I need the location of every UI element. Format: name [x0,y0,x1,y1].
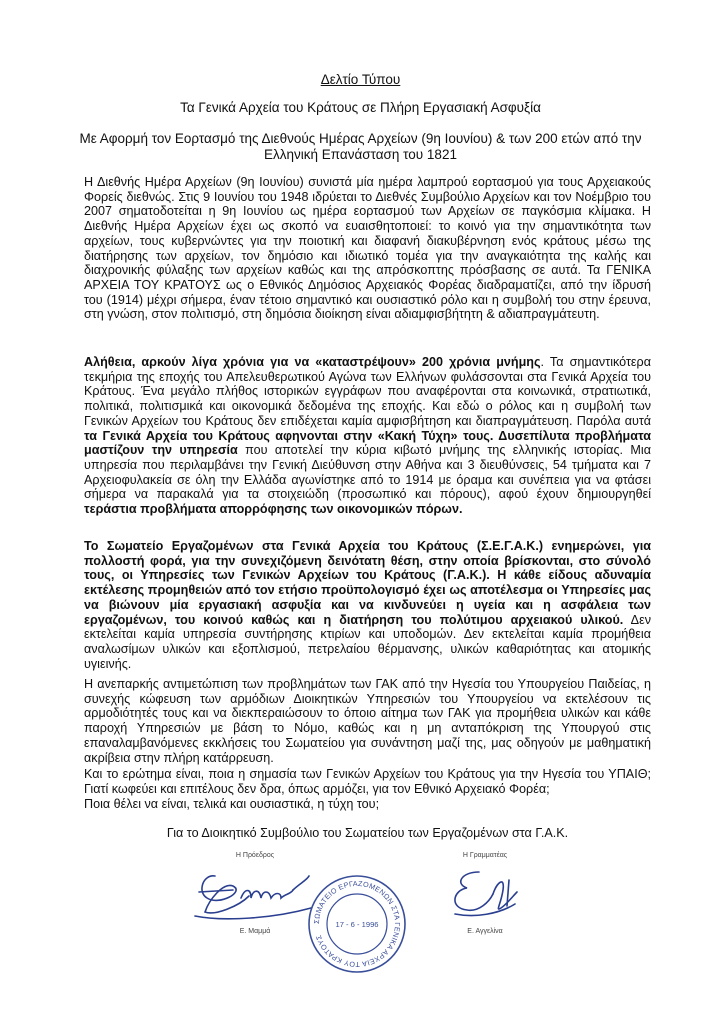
paragraph-final-question: Ποια θέλει να είναι, τελικά και ουσιαστικά, η τύχη του; [84,797,380,811]
signature-block-secretary [415,852,555,935]
paragraph-200-years-bold-1: Αλήθεια, αρκούν λίγα χρόνια για να «καταστρέψουν» 200 χρόνια μνήμης [84,355,541,369]
secretary-role: Η Γραμματέας [462,852,508,859]
paragraph-union-statement-bold: Το Σωματείο Εργαζομένων στα Γενικά Αρχεία του Κράτους (Σ.Ε.Γ.Α.Κ.) ενημερώνει, για πολλοστή φορά, για την συνεχιζόμενη δεινότατη θέση, στην οποία βρίσκονται, στο σύνολό τους, οι Υπηρεσίες των Γενικών Αρχείων του Κράτους (Γ.Α.Κ.). Η κάθε είδους αδυναμία εκτέλεσης προμηθειών από τον ετήσιο προϋπολογισμό έχει ως αποτέλεσμα οι Υπηρεσίες μας να βιώνουν μία εργασιακή ασφυξία και να κινδυνεύει η υγεία και η ασφάλεια των εργαζομένων, του κοινού καθώς και η διατήρηση του πολύτιμου αρχειακού υλικού. [84,539,651,627]
stamp-date: 17 - 6 - 1996 [335,920,379,929]
secretary-signature-icon [415,862,555,926]
president-signature-icon [185,862,325,926]
paragraph-union-statement [84,539,651,671]
president-role: Η Πρόεδρος [235,852,275,859]
paragraph-union-statement-text: Δεν εκτελείται καμία υπηρεσία συντήρησης κτιρίων και υποδομών. Δεν εκτελείται καμία προμήθεια αναλωσίμων υλικών και εξοπλισμού, πετρελαίου θέρμανσης, υλικών καθαριότητας και ατομικής υγιεινής. [84,612,651,671]
paragraph-200-years [84,355,651,517]
document-subtitle: Τα Γενικά Αρχεία του Κράτους σε Πλήρη Εργασιακή Ασφυξία [180,100,541,115]
paragraph-ministry-response: Η ανεπαρκής αντιμετώπιση των προβλημάτων των ΓΑΚ από την Ηγεσία του Υπουργείου Παιδείας, η συνεχής κώφευση των αρμόδιων Διοικητικών Υπηρεσιών του Υπουργείου να εκτελέσουν τις αρμοδιότητές τους και να διεκπεραιώσουν το όποιο αίτημα των ΓΑΚ για προμήθεια υλικών και κάθε παροχή Υπηρεσιών με βάση το Νόμο, καθώς και η μη ανταπόκριση της Υπουργού στις επαναλαμβανόμενες εκκλήσεις του Σωματείου για συνάντηση μαζί της, μας οδηγούν με μαθηματική ακρίβεια στην πλήρη κατάρρευση. [84,677,651,765]
paragraph-200-years-text-1: . Τα σημαντικότερα τεκμήρια της εποχής του Απελευθερωτικού Αγώνα των Ελλήνων φυλάσσονται στα Γενικά Αρχεία του Κράτους. Ένα μεγάλο πλήθος ιστορικών εγγράφων που αναφέρονται στα κοινωνικά, στρατιωτικά, πολιτικά, πολιτισμικά και οικονομικά δεδομένα της εποχής. Και εδώ ο ρόλος και η συμβολή των Γενικών Αρχείων του Κράτους δεν επιδέχεται καμία αμφισβήτηση και διαπραγμάτευση. Παρόλα αυτά [84,355,651,428]
secretary-name: Ε. Αγγελίνα [467,928,503,935]
paragraph-200-years-bold-2: τα Γενικά Αρχεία του Κράτους αφηνονται στην «Κακή Τύχη» τους. Δυσεπίλυτα προβλήματα μαστίζουν την υπηρεσία [84,428,651,458]
occasion-heading: Με Αφορμή τον Εορτασμό της Διεθνούς Ημέρας Αρχείων (9η Ιουνίου) & των 200 ετών από την Ελληνική Επανάσταση του 1821 [79,131,642,162]
paragraph-200-years-bold-3: τεράστια προβλήματα απορρόφησης των οικονομικών πόρων. [84,502,463,517]
president-name: Ε. Μαμμά [239,928,271,935]
paragraph-intro: Η Διεθνής Ημέρα Αρχείων (9η Ιουνίου) συνιστά μία ημέρα λαμπρού εορτασμού για τους Αρχειακούς Φορείς διεθνώς. Στις 9 Ιουνίου του 1948 ιδρύεται το Διεθνές Συμβούλιο Αρχείων και τον Νοέμβριο του 2007 σηματοδοτείται η 9η Ιουνίου ως ημέρα εορτασμού των Αρχείων σε παγκόσμια κλίμακα. Η Διεθνής Ημέρα Αρχείων έχει ως σκοπό να ευαισθητοποιεί: το κοινό για την σημαντικότητα των αρχείων, τους κυβερνώντες για την ποιοτική και διαφανή διακυβέρνηση ενός κράτους μέσω της διατήρησης των αρχείων, τον δημόσιο και ιδιωτικό τομέα για την αναγκαιότητα της καλής και διαχρονικής φύλαξης των αρχείων καθώς και της απρόσκοπτης πρόσβασης σε αυτά. Τα ΓΕΝΙΚΑ ΑΡΧΕΙΑ ΤΟΥ ΚΡΑΤΟΥΣ ως ο Εθνικός Δημόσιος Αρχειακός Φορέας διαδραματίζει, από την ίδρυσή του (1914) μέχρι σήμερα, έναν τέτοιο σημαντικό και ουσιαστικό ρόλο και η συμβολή του στην έρευνα, στη γνώση, στον πολιτισμό, στη δημόσια διοίκηση είναι αδιαμφισβήτητη & αδιαπραγμάτευτη. [84,175,651,322]
closing-line: Για το Διοικητικό Συμβούλιο του Σωματείου των Εργαζομένων στα Γ.Α.Κ. [166,826,569,840]
association-stamp-icon [305,872,409,976]
signature-block-president [185,852,325,935]
document-title: Δελτίο Τύπου [320,72,401,87]
paragraph-200-years-text-2: που αποτελεί την κύρια κιβωτό μνήμης της ελληνικής ιστορίας. Μια υπηρεσία που περιλαμβάνει την Γενική Διεύθυνση στην Αθήνα και 3 διευθύνσεις, 54 τμήματα και 7 Αρχειοφυλακεία σε όλη την Ελλάδα αγωνίστηκε από το 1914 με όραμα και συνέπεια για να φτάσει σήμερα να παρακαλά για τα στοιχειώδη (προσωπικό και πόρους), αφού έχουν δημιουργηθεί [84,443,651,502]
stamp-ring-text: ΣΩΜΑΤΕΙΟ ΕΡΓΑΖΟΜΕΝΩΝ ΣΤΑ ΓΕΝΙΚΑ ΑΡΧΕΙΑ ΤΟΥ ΚΡΑΤΟΥΣ [311,878,403,970]
paragraph-question: Και το ερώτημα είναι, ποια η σημασία των Γενικών Αρχείων του Κράτους για την Ηγεσία του ΥΠΑΙΘ; Γιατί κωφεύει και επιτέλους δεν δρα, όπως αρμόζει, για τον Εθνικό Αρχειακό Φορέα; [84,767,651,796]
